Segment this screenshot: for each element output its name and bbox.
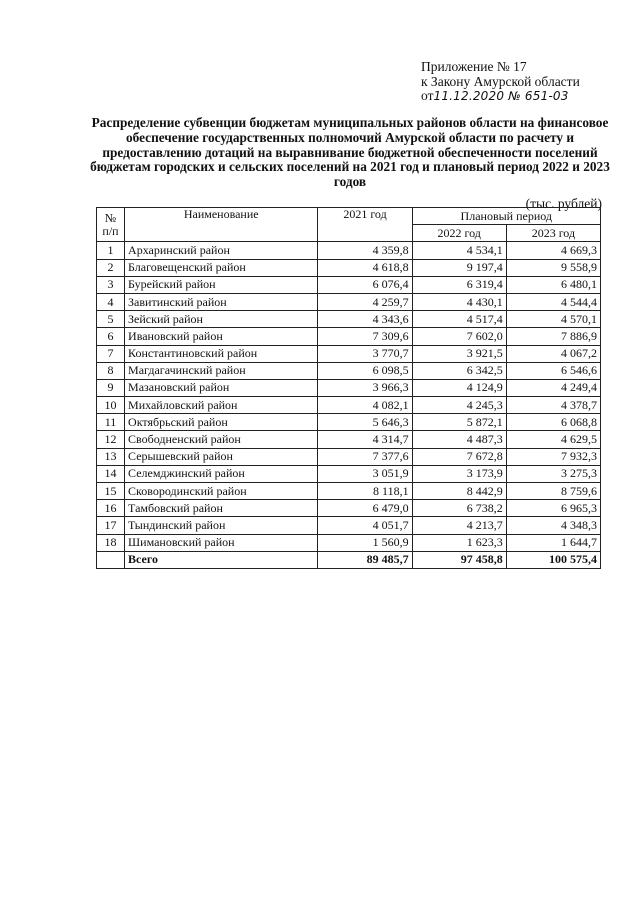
row-district-name: Магдагачинский район [125, 362, 318, 379]
row-value-2023: 7 886,9 [506, 328, 600, 345]
row-value-2021: 6 076,4 [318, 276, 412, 293]
total-label: Всего [125, 551, 318, 568]
row-value-2021: 4 343,6 [318, 311, 412, 328]
row-district-name: Октябрьский район [125, 414, 318, 431]
row-district-name: Тамбовский район [125, 500, 318, 517]
row-value-2022: 7 672,8 [412, 448, 506, 465]
table-row [97, 500, 601, 517]
row-district-name: Серышевский район [125, 448, 318, 465]
table-row [97, 534, 601, 551]
row-value-2023: 4 570,1 [506, 311, 600, 328]
row-value-2021: 4 259,7 [318, 293, 412, 310]
row-value-2023: 6 068,8 [506, 414, 600, 431]
row-value-2021: 4 359,8 [318, 242, 412, 259]
row-district-name: Шимановский район [125, 534, 318, 551]
row-value-2021: 1 560,9 [318, 534, 412, 551]
row-value-2023: 7 932,3 [506, 448, 600, 465]
table-row [97, 345, 601, 362]
table-row [97, 379, 601, 396]
table-row [97, 431, 601, 448]
table-row [97, 328, 601, 345]
document-title: Распределение субвенции бюджетам муниципальных районов области на финансовое обеспечение государственных полномочий Амурской области по расчету и предоставлению дотаций на выравнивание бюджетной обеспеченности поселений бюджетам городских и сельских поселений на 2021 год и плановый период 2022 и 2023 годов [90, 115, 610, 190]
row-district-name: Константиновский район [125, 345, 318, 362]
row-number: 18 [97, 534, 125, 551]
row-district-name: Завитинский район [125, 293, 318, 310]
row-number: 2 [97, 259, 125, 276]
row-value-2021: 5 646,3 [318, 414, 412, 431]
table-row [97, 293, 601, 310]
header-num: № п/п [97, 208, 125, 242]
table-row [97, 276, 601, 293]
total-row-number [97, 551, 125, 568]
row-district-name: Архаринский район [125, 242, 318, 259]
row-number: 8 [97, 362, 125, 379]
table-row [97, 483, 601, 500]
row-value-2021: 6 479,0 [318, 500, 412, 517]
row-number: 7 [97, 345, 125, 362]
row-value-2022: 4 517,4 [412, 311, 506, 328]
row-value-2023: 6 480,1 [506, 276, 600, 293]
row-value-2021: 4 618,8 [318, 259, 412, 276]
row-number: 10 [97, 397, 125, 414]
row-value-2023: 3 275,3 [506, 465, 600, 482]
row-district-name: Михайловский район [125, 397, 318, 414]
row-value-2023: 4 544,4 [506, 293, 600, 310]
header-planned-period: Плановый период [412, 208, 600, 225]
row-district-name: Мазановский район [125, 379, 318, 396]
row-district-name: Благовещенский район [125, 259, 318, 276]
total-2021: 89 485,7 [318, 551, 412, 568]
row-value-2022: 3 921,5 [412, 345, 506, 362]
row-number: 17 [97, 517, 125, 534]
table-row [97, 259, 601, 276]
row-value-2021: 4 051,7 [318, 517, 412, 534]
table-row [97, 465, 601, 482]
table-row [97, 242, 601, 259]
row-value-2022: 6 738,2 [412, 500, 506, 517]
row-value-2022: 4 430,1 [412, 293, 506, 310]
row-value-2023: 4 629,5 [506, 431, 600, 448]
row-value-2023: 4 669,3 [506, 242, 600, 259]
total-2023: 100 575,4 [506, 551, 600, 568]
appendix-number: Приложение № 17 [421, 59, 527, 74]
row-value-2023: 4 249,4 [506, 379, 600, 396]
row-number: 14 [97, 465, 125, 482]
appendix-date-line [421, 89, 621, 104]
header-2021: 2021 год [318, 208, 412, 242]
row-value-2021: 8 118,1 [318, 483, 412, 500]
row-value-2023: 8 759,6 [506, 483, 600, 500]
row-value-2021: 4 082,1 [318, 397, 412, 414]
row-number: 12 [97, 431, 125, 448]
row-value-2021: 4 314,7 [318, 431, 412, 448]
row-value-2022: 4 534,1 [412, 242, 506, 259]
row-district-name: Зейский район [125, 311, 318, 328]
row-number: 1 [97, 242, 125, 259]
row-district-name: Селемджинский район [125, 465, 318, 482]
row-value-2022: 7 602,0 [412, 328, 506, 345]
row-number: 6 [97, 328, 125, 345]
row-value-2023: 4 348,3 [506, 517, 600, 534]
row-number: 3 [97, 276, 125, 293]
row-district-name: Тындинский район [125, 517, 318, 534]
row-district-name: Бурейский район [125, 276, 318, 293]
appendix-header [421, 60, 621, 104]
row-number: 4 [97, 293, 125, 310]
table-body [97, 242, 601, 569]
row-value-2022: 5 872,1 [412, 414, 506, 431]
row-value-2021: 7 377,6 [318, 448, 412, 465]
appendix-date-prefix: от [421, 88, 434, 103]
row-number: 13 [97, 448, 125, 465]
appendix-handwritten-date: 11.12.2020 № 651-03 [433, 89, 569, 103]
row-value-2022: 4 213,7 [412, 517, 506, 534]
row-district-name: Сковородинский район [125, 483, 318, 500]
row-value-2022: 9 197,4 [412, 259, 506, 276]
row-value-2022: 3 173,9 [412, 465, 506, 482]
row-district-name: Ивановский район [125, 328, 318, 345]
header-2023: 2023 год [506, 225, 600, 242]
table-row [97, 397, 601, 414]
row-value-2023: 6 965,3 [506, 500, 600, 517]
row-number: 5 [97, 311, 125, 328]
table-row [97, 414, 601, 431]
table-row [97, 362, 601, 379]
row-value-2022: 6 342,5 [412, 362, 506, 379]
row-value-2022: 6 319,4 [412, 276, 506, 293]
row-number: 9 [97, 379, 125, 396]
subsidy-table [96, 207, 601, 569]
row-value-2021: 7 309,6 [318, 328, 412, 345]
header-name: Наименование [125, 208, 318, 242]
total-2022: 97 458,8 [412, 551, 506, 568]
row-value-2022: 8 442,9 [412, 483, 506, 500]
row-value-2022: 4 245,3 [412, 397, 506, 414]
appendix-law: к Закону Амурской области [421, 73, 580, 89]
table-row [97, 311, 601, 328]
row-value-2022: 4 124,9 [412, 379, 506, 396]
row-value-2021: 3 966,3 [318, 379, 412, 396]
row-district-name: Свободненский район [125, 431, 318, 448]
row-number: 15 [97, 483, 125, 500]
row-value-2023: 6 546,6 [506, 362, 600, 379]
row-value-2022: 1 623,3 [412, 534, 506, 551]
table-row [97, 517, 601, 534]
row-value-2023: 4 067,2 [506, 345, 600, 362]
units-label: (тыс. рублей) [525, 196, 602, 211]
row-number: 16 [97, 500, 125, 517]
row-value-2022: 4 487,3 [412, 431, 506, 448]
table-row [97, 448, 601, 465]
row-value-2023: 1 644,7 [506, 534, 600, 551]
row-value-2023: 4 378,7 [506, 397, 600, 414]
total-row [97, 551, 601, 568]
row-value-2021: 6 098,5 [318, 362, 412, 379]
row-value-2021: 3 770,7 [318, 345, 412, 362]
row-value-2021: 3 051,9 [318, 465, 412, 482]
row-number: 11 [97, 414, 125, 431]
header-2022: 2022 год [412, 225, 506, 242]
row-value-2023: 9 558,9 [506, 259, 600, 276]
